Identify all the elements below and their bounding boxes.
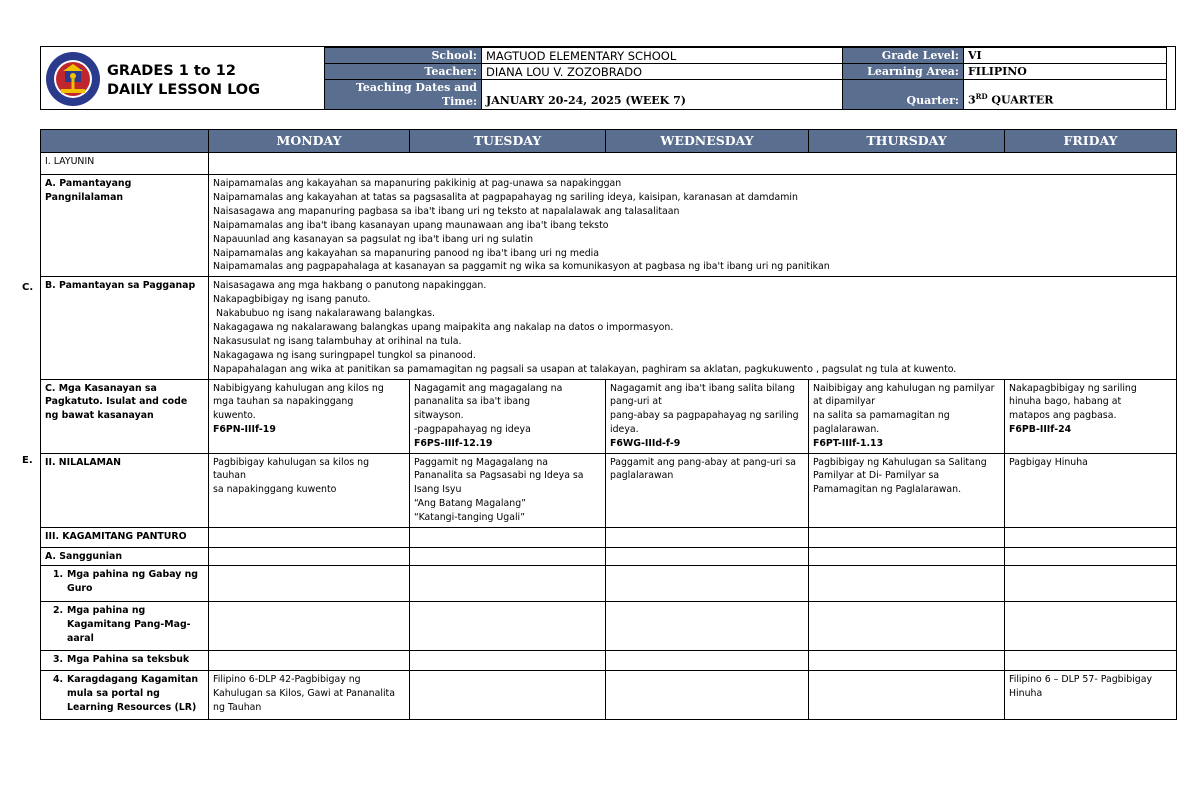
pagganap-row (41, 277, 1177, 379)
corner-cell (41, 130, 209, 153)
competency-code: F6PS-IIIf-12.19 (414, 437, 493, 449)
teacher-label: Teacher: (325, 64, 482, 80)
pagganap-line: Naisasagawa ang mga hakbang o panutong napakinggan. (213, 280, 487, 292)
pagganap-line: Nakapagbibigay ng isang panuto. (213, 294, 371, 306)
pamantayang-line: Naipamamalas ang kakayahan at tatas sa pagsasalita at pagpapahayag ng sariling ideya, kaisipan, karanasan at damdamin (213, 191, 798, 203)
kasanayan-friday: Nakapagbibigay ng sariling hinuha bago, habang at matapos ang pagbasa. F6PB-IIIf-24 (1005, 379, 1177, 453)
kasanayan-row (41, 379, 1177, 453)
kasanayan-label: C. Mga Kasanayan sa Pagkatuto. Isulat and code ng bawat kasanayan (41, 379, 209, 453)
teaching-dates-value: JANUARY 20-24, 2025 (WEEK 7) (482, 80, 843, 110)
pamantayang-content (209, 175, 1177, 277)
day-header-row (41, 130, 1177, 153)
pagganap-line: Nakasusulat ng isang talambuhay at orihinal na tula. (213, 335, 462, 347)
margin-mark-e: E. (22, 455, 33, 466)
lesson-log-table (40, 129, 1177, 720)
layunin-row (41, 153, 1177, 175)
grade-level-value: VI (964, 48, 1167, 64)
karagdagan-label: 4. Karagdagang Kagamitan mula sa portal ng Learning Resources (LR) (41, 671, 209, 720)
competency-code: F6PN-IIIf-19 (213, 424, 276, 436)
teksbuk-label: 3. Mga Pahina sa teksbuk (41, 651, 209, 671)
pagganap-line: Nakagagawa ng nakalarawang balangkas upang maipakita ang nakalap na datos o impormasyon. (213, 322, 674, 334)
nilalaman-monday: Pagbibigay kahulugan sa kilos ng tauhan sa napakinggang kuwento (209, 453, 410, 527)
gabay-row (41, 566, 1177, 602)
grade-level-label: Grade Level: (843, 48, 964, 64)
pamantayang-label: A. Pamantayang Pangnilalaman (41, 175, 209, 277)
margin-mark-c: C. (22, 282, 34, 293)
competency-code: F6PT-IIIf-1.13 (813, 437, 884, 449)
nilalaman-tuesday: Paggamit ng Magagalang na Pananalita sa Pagsasabi ng Ideya sa Isang Isyu “Ang Batang Magalang” “Katangi-tanging Ugali” (410, 453, 606, 527)
pamantayang-line: Naipamamalas ang kakayahan sa mapanuring pakikinig at pag-unawa sa napakinggan (213, 178, 622, 189)
learning-area-value: FILIPINO (964, 64, 1167, 80)
competency-code: F6PB-IIIf-24 (1009, 424, 1072, 436)
competency-code: F6WG-IIId-f-9 (610, 437, 681, 449)
teaching-dates-label: Teaching Dates and Time: (325, 80, 482, 110)
pamantayang-line: Naisasagawa ang mapanuring pagbasa sa iba't ibang uri ng teksto at napalalawak ang talasalitaan (213, 205, 680, 217)
kagamitan-row (41, 527, 1177, 547)
day-monday: MONDAY (209, 130, 410, 153)
day-wednesday: WEDNESDAY (606, 130, 809, 153)
teacher-value: DIANA LOU V. ZOZOBRADO (482, 64, 843, 80)
form-title-line2: DAILY LESSON LOG (107, 82, 261, 98)
pagganap-line: Napapahalagan ang wika at panitikan sa pamamagitan ng pagsali sa usapan at talakayan, paghiram sa aklatan, pagkukuwento , pagsulat ng tula at kuwento. (213, 363, 957, 375)
header-info-table (324, 47, 1167, 110)
quarter-label: Quarter: (843, 80, 964, 110)
karagdagan-row (41, 671, 1177, 720)
nilalaman-friday: Pagbigay Hinuha (1005, 453, 1177, 527)
kasanayan-tuesday: Nagagamit ang magagalang na pananalita sa iba't ibang sitwayson. -pagpapahayag ng ideya F6PS-IIIf-12.19 (410, 379, 606, 453)
kagamitan-pang-mag-aaral-row (41, 602, 1177, 651)
form-title-line1: GRADES 1 to 12 (107, 63, 236, 79)
nilalaman-row (41, 453, 1177, 527)
learning-area-label: Learning Area: (843, 64, 964, 80)
pamantayang-line: Naipamamalas ang pagpapahalaga at kasanayan sa paggamit ng wika sa komunikasyon at pagbasa ng iba't ibang uri ng panitikan (213, 261, 830, 273)
layunin-label: I. LAYUNIN (41, 153, 209, 175)
pamantayang-line: Naipamamalas ang kakayahan sa mapanuring panood ng iba't ibang uri ng media (213, 247, 600, 259)
pagganap-line: Nakagagawa ng isang suringpapel tungkol sa pinanood. (213, 349, 476, 361)
kagamitan-pang-mag-aaral-label: 2. Mga pahina ng Kagamitang Pang-Mag- aaral (41, 602, 209, 651)
pagganap-line: Nakabubuo ng isang nakalarawang balangkas. (213, 308, 435, 320)
gabay-label: 1. Mga pahina ng Gabay ng Guro (41, 566, 209, 602)
karagdagan-friday: Filipino 6 – DLP 57- Pagbibigay Hinuha (1005, 671, 1177, 720)
day-tuesday: TUESDAY (410, 130, 606, 153)
school-value: MAGTUOD ELEMENTARY SCHOOL (482, 48, 843, 64)
pagganap-label: B. Pamantayan sa Pagganap (41, 277, 209, 379)
pamantayang-row (41, 175, 1177, 277)
teksbuk-row (41, 651, 1177, 671)
quarter-value: 3RD QUARTER (964, 80, 1167, 110)
sanggunian-label: A. Sanggunian (41, 547, 209, 566)
layunin-content (209, 153, 1177, 175)
nilalaman-wednesday: Paggamit ang pang-abay at pang-uri sa paglalarawan (606, 453, 809, 527)
day-thursday: THURSDAY (809, 130, 1005, 153)
deped-seal-icon (45, 51, 101, 107)
kagamitan-label: III. KAGAMITANG PANTURO (41, 527, 209, 547)
nilalaman-thursday: Pagbibigay ng Kahulugan sa Salitang Pamilyar at Di- Pamilyar sa Pamamagitan ng Paglalarawan. (809, 453, 1005, 527)
day-friday: FRIDAY (1005, 130, 1177, 153)
kasanayan-monday: Nabibigyang kahulugan ang kilos ng mga tauhan sa napakinggang kuwento. F6PN-IIIf-19 (209, 379, 410, 453)
kasanayan-thursday: Naibibigay ang kahulugan ng pamilyar at dipamilyar na salita sa pamamagitan ng paglalarawan. F6PT-IIIf-1.13 (809, 379, 1005, 453)
school-label: School: (325, 48, 482, 64)
sanggunian-row (41, 547, 1177, 566)
nilalaman-label: II. NILALAMAN (41, 453, 209, 527)
pamantayang-line: Napauunlad ang kasanayan sa pagsulat ng iba't ibang uri ng sulatin (213, 233, 534, 245)
karagdagan-monday: Filipino 6-DLP 42-Pagbibigay ng Kahulugan sa Kilos, Gawi at Pananalita ng Tauhan (209, 671, 410, 720)
kasanayan-wednesday: Nagagamit ang iba't ibang salita bilang pang-uri at pang-abay sa pagpapahayag ng sariling ideya. F6WG-IIId-f-9 (606, 379, 809, 453)
pamantayang-line: Naipamamalas ang iba't ibang kasanayan upang maunawaan ang iba't ibang teksto (213, 219, 609, 231)
pagganap-content (209, 277, 1177, 379)
